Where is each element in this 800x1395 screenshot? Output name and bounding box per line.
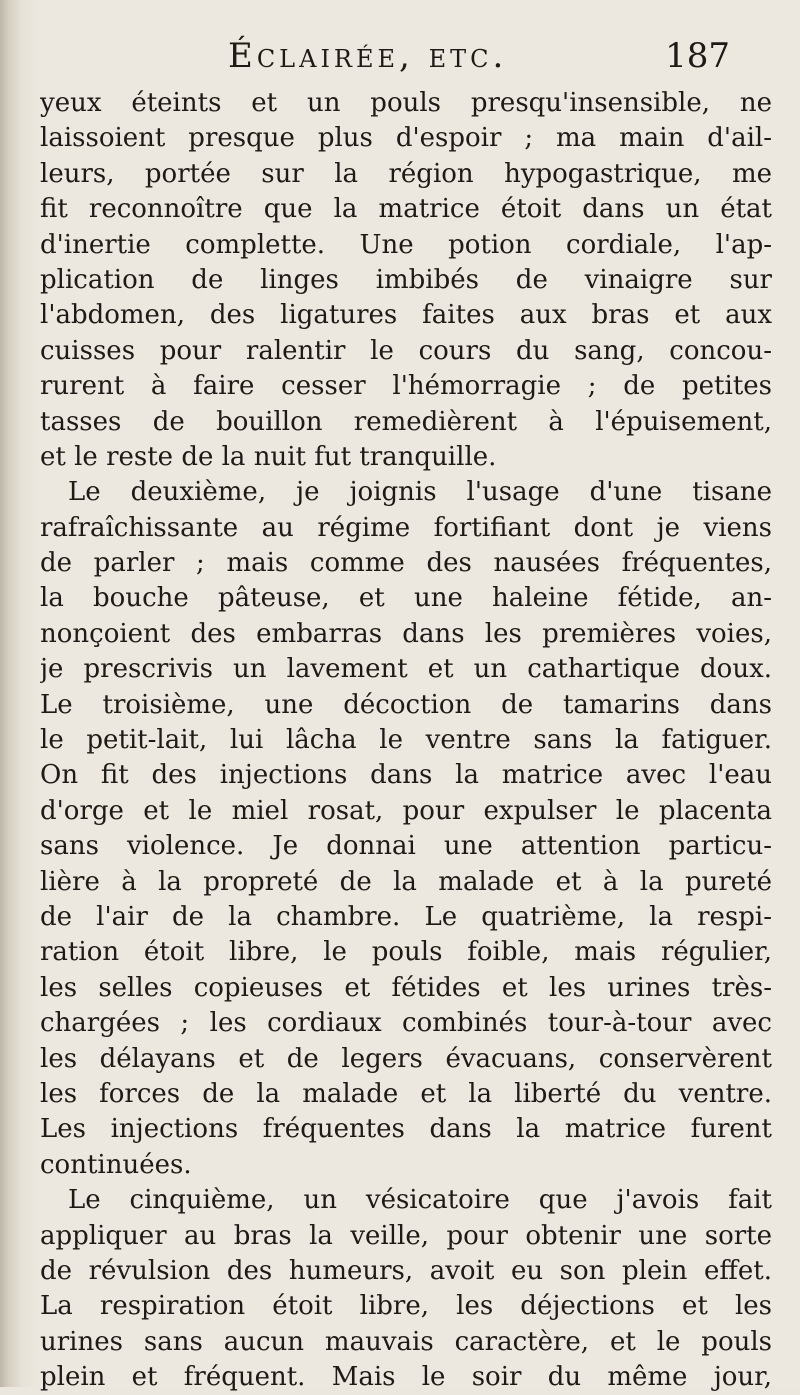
text-line: continuées.	[40, 1149, 192, 1180]
text-line: d'orge et le miel rosat, pour expulser le placenta	[40, 795, 772, 826]
text-line: La respiration étoit libre, les déjections et les	[40, 1291, 772, 1322]
paragraph-start-line: Le cinquième, un vésicatoire que j'avois fait	[68, 1185, 772, 1216]
text-line: d'inertie complette. Une potion cordiale, l'ap-	[40, 229, 772, 260]
text-line: chargées ; les cordiaux combinés tour-à-tour avec	[40, 1008, 772, 1039]
text-line: yeux éteints et un pouls presqu'insensible, ne	[40, 88, 772, 118]
text-line: de révulsion des humeurs, avoit eu son plein effet.	[40, 1255, 772, 1286]
text-line: plein et fréquent. Mais le soir du même jour,	[40, 1362, 772, 1393]
text-line: urines sans aucun mauvais caractère, et le pouls	[40, 1326, 772, 1357]
text-line: nonçoient des embarras dans les premières voies,	[40, 618, 772, 649]
text-line: Le troisième, une décoction de tamarins dans	[40, 689, 772, 720]
text-line: de l'air de la chambre. Le quatrième, la respi-	[40, 901, 772, 932]
text-line: ration étoit libre, le pouls foible, mais régulier,	[40, 937, 772, 968]
text-line: appliquer au bras la veille, pour obtenir une sorte	[40, 1220, 772, 1251]
body-text	[40, 86, 772, 1395]
text-line: les délayans et de legers évacuans, conservèrent	[40, 1043, 772, 1074]
text-line: les forces de la malade et la liberté du ventre.	[40, 1078, 772, 1109]
text-line: cuisses pour ralentir le cours du sang, concou-	[40, 335, 772, 366]
text-line: les selles copieuses et fétides et les urines très-	[40, 972, 772, 1003]
text-line: le petit-lait, lui lâcha le ventre sans la fatiguer.	[40, 725, 772, 756]
text-line: sans violence. Je donnai une attention particu-	[40, 831, 772, 862]
running-head	[0, 36, 800, 86]
text-line: je prescrivis un lavement et un cathartique doux.	[40, 654, 772, 685]
text-line: On fit des injections dans la matrice avec l'eau	[40, 760, 772, 791]
text-line: de parler ; mais comme des nausées fréquentes,	[40, 548, 772, 579]
gutter-shadow	[0, 0, 22, 1387]
text-line: la bouche pâteuse, et une haleine fétide, an-	[40, 583, 772, 614]
paragraph-start-line: Le deuxième, je joignis l'usage d'une tisane	[68, 477, 772, 508]
text-line: rafraîchissante au régime fortifiant dont je viens	[40, 512, 772, 543]
text-line: l'abdomen, des ligatures faites aux bras et aux	[40, 300, 772, 331]
text-line: plication de linges imbibés de vinaigre sur	[40, 264, 772, 295]
text-line: tasses de bouillon remedièrent à l'épuisement,	[40, 406, 772, 437]
page-number: 187	[665, 36, 730, 76]
text-line: leurs, portée sur la région hypogastrique, me	[40, 158, 772, 189]
text-line: fit reconnoître que la matrice étoit dans un état	[40, 194, 772, 225]
text-line: lière à la propreté de la malade et à la pureté	[40, 866, 772, 897]
text-line: laissoient presque plus d'espoir ; ma main d'ail-	[40, 123, 772, 154]
text-line: Les injections fréquentes dans la matrice furent	[40, 1114, 772, 1145]
text-line: et le reste de la nuit fut tranquille.	[40, 441, 497, 472]
running-title: Éclairée, etc.	[228, 36, 508, 76]
text-line: rurent à faire cesser l'hémorragie ; de petites	[40, 371, 772, 402]
